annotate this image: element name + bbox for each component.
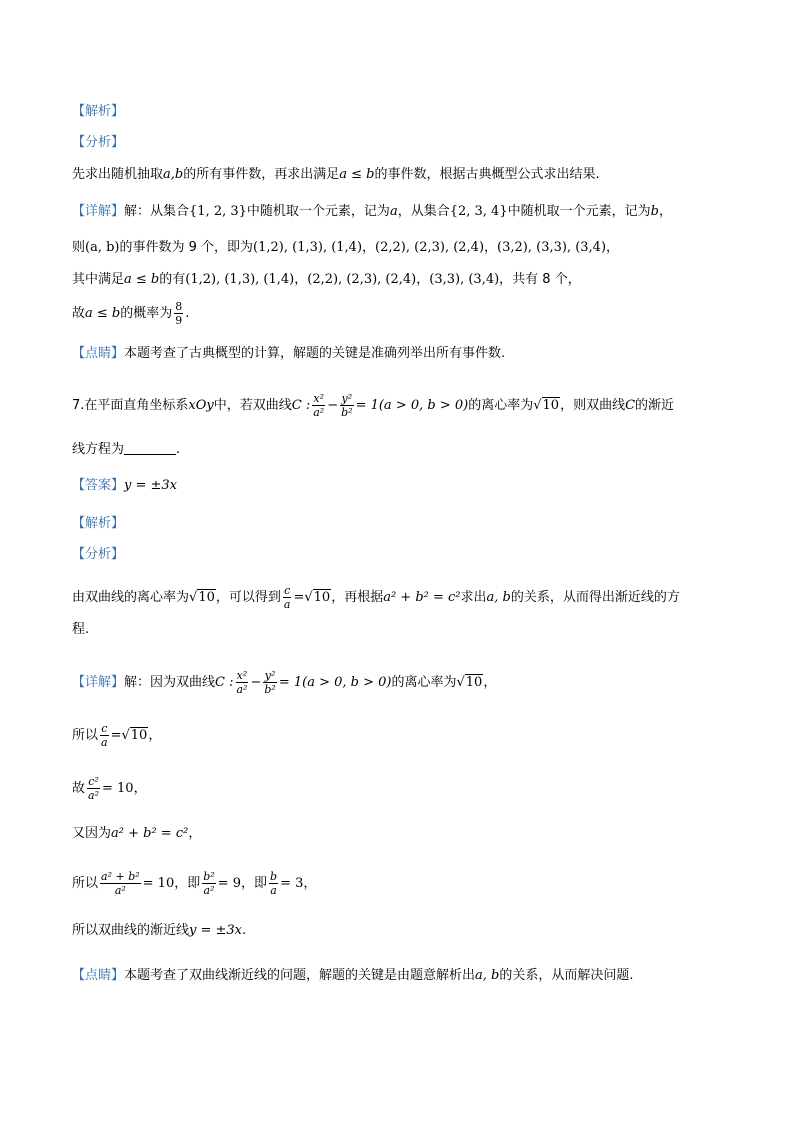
math: −	[327, 398, 339, 413]
numerator: c²	[88, 775, 99, 788]
text: 所以	[72, 728, 99, 743]
q6-dianjing-line	[72, 345, 505, 363]
q6-jiexi-tag: 【解析】	[72, 104, 125, 119]
numerator: 8	[175, 300, 183, 313]
text: ，	[416, 272, 430, 287]
text: ，共有 8 个，	[499, 272, 581, 287]
math: a, b	[486, 590, 511, 605]
fraction	[312, 392, 325, 419]
denominator: a²	[313, 406, 325, 419]
denominator: a	[101, 736, 108, 749]
text: 解：因为双曲线	[124, 675, 216, 690]
text: 的关系，从而解决问题.	[499, 968, 634, 983]
fraction	[174, 300, 183, 327]
text: 的离心率为	[468, 398, 534, 413]
math: a ≤ b	[339, 167, 375, 182]
math: =	[110, 728, 122, 743]
answer-blank	[124, 442, 176, 455]
text: .	[185, 306, 190, 321]
denominator: a	[283, 598, 291, 611]
text: 中，若双曲线	[213, 398, 292, 413]
math: a² + b² = c²	[111, 826, 189, 841]
radicand: 10	[542, 398, 560, 413]
math: (3,2), (3,3), (3,4)	[497, 240, 607, 255]
text: 的渐近	[635, 398, 675, 413]
math: (a, b)	[85, 240, 120, 255]
text: 的关系，从而得出渐近线的方	[510, 590, 680, 605]
math: a ≤ b	[85, 306, 121, 321]
q7-step-5	[72, 922, 246, 940]
math: (2,2), (2,3), (2,4)	[375, 240, 485, 255]
numerator: b²	[203, 870, 215, 883]
text: 故	[72, 781, 86, 796]
q6-detail-line-2	[72, 239, 619, 257]
q7-answer-line	[72, 477, 177, 495]
sqrt: √10	[121, 728, 148, 743]
xiangjie-tag: 【详解】	[72, 204, 125, 219]
text: ，	[606, 240, 620, 255]
math: = 10	[142, 876, 175, 891]
q7-analysis-line-1	[72, 584, 680, 611]
denominator: 9	[175, 314, 183, 327]
math: a, b	[475, 968, 500, 983]
math: = 10	[101, 781, 134, 796]
text: 求出	[460, 590, 487, 605]
q7-dianjing-line	[72, 967, 634, 985]
q7-analysis-line-2: 程.	[72, 622, 90, 637]
q6-fenxi-tag: 【分析】	[72, 135, 125, 150]
q6-detail-line-4	[72, 300, 189, 327]
q6-analysis-line	[72, 166, 600, 184]
denominator: a²	[88, 789, 99, 802]
text: .	[242, 923, 247, 938]
numerator: c	[284, 584, 291, 597]
math: (2,2), (2,3), (2,4)	[307, 272, 417, 287]
fraction	[263, 669, 276, 696]
text: ，可以得到	[215, 590, 281, 605]
text: ，再根据	[331, 590, 384, 605]
math: = 1(a > 0, b > 0)	[355, 398, 469, 413]
math: a² + b² = c²	[383, 590, 461, 605]
math: −	[250, 675, 262, 690]
math: {2, 3, 4}	[449, 204, 508, 219]
fraction	[202, 870, 215, 897]
radicand: 10	[198, 590, 215, 605]
sqrt: √10	[304, 590, 331, 605]
text: 线方程为	[72, 442, 125, 457]
math: y = ±3x	[189, 923, 243, 938]
text: 所以双曲线的渐近线	[72, 923, 190, 938]
text: ，	[484, 240, 498, 255]
text: ，	[658, 204, 672, 219]
text: 解：从集合	[124, 204, 190, 219]
q7-fenxi-tag: 【分析】	[72, 547, 125, 562]
fraction	[100, 722, 109, 749]
text: 其中满足	[72, 272, 125, 287]
q7-step-4	[72, 870, 316, 897]
text: 由双曲线的离心率为	[72, 590, 190, 605]
q7-stem-line-2	[72, 441, 180, 459]
numerator: x²	[313, 392, 325, 405]
sqrt: √10	[456, 675, 483, 690]
math: b	[650, 204, 659, 219]
text: 则	[72, 240, 86, 255]
numerator: b	[270, 870, 278, 883]
math: C :	[215, 675, 234, 690]
text: 本题考查了双曲线渐近线的问题，解题的关键是由题意解析出	[124, 968, 476, 983]
denominator: a	[270, 884, 277, 897]
q7-detail-line-1	[72, 669, 496, 696]
denominator: b²	[341, 406, 353, 419]
q7-stem-line-1	[72, 392, 674, 419]
radicand: 10	[465, 675, 483, 690]
math: xOy	[188, 398, 214, 413]
numerator: y²	[341, 392, 353, 405]
math: {1, 2, 3}	[189, 204, 247, 219]
fraction	[236, 669, 249, 696]
text: 的所有事件数，再求出满足	[183, 167, 340, 182]
text: 7.在平面直角坐标系	[72, 398, 189, 413]
sqrt: √10	[189, 590, 215, 605]
text: 的概率为	[120, 306, 173, 321]
math: =	[293, 590, 305, 605]
numerator: y²	[264, 669, 276, 682]
math: = 9	[217, 876, 241, 891]
q7-jiexi-tag: 【解析】	[72, 516, 125, 531]
q7-step-3	[72, 825, 201, 843]
math: (1,2), (1,3), (1,4)	[185, 272, 295, 287]
text: ，	[362, 240, 376, 255]
denominator: a²	[236, 683, 248, 696]
text: 的事件数为 9 个，即为	[119, 240, 254, 255]
xiangjie-tag: 【详解】	[72, 675, 125, 690]
answer-math: y = ±3x	[124, 478, 178, 493]
math: = 1(a > 0, b > 0)	[278, 675, 392, 690]
math: C :	[291, 398, 311, 413]
text: 先求出随机抽取	[72, 167, 164, 182]
radicand: 10	[313, 590, 331, 605]
text: .	[176, 442, 181, 457]
math: a ≤ b	[124, 272, 160, 287]
fraction	[340, 392, 353, 419]
q7-step-1	[72, 722, 161, 749]
text: 中随机取一个元素，记为	[246, 204, 390, 219]
math: a,b	[163, 167, 184, 182]
text: ，从集合	[397, 204, 450, 219]
numerator: c	[101, 722, 108, 735]
q6-detail-line-3	[72, 271, 581, 289]
sqrt: √10	[533, 398, 560, 413]
denominator: a²	[203, 884, 215, 897]
text: ，	[188, 826, 202, 841]
text: ，即	[241, 876, 268, 891]
text: 又因为	[72, 826, 112, 841]
text: 故	[72, 306, 86, 321]
denominator: b²	[264, 683, 276, 696]
fraction	[269, 870, 278, 897]
text: ，即	[174, 876, 201, 891]
q7-step-2	[72, 775, 147, 802]
text: ，	[133, 781, 147, 796]
radicand: 10	[130, 728, 148, 743]
math: = 3	[280, 876, 304, 891]
math: C	[625, 398, 636, 413]
numerator: a² + b²	[101, 870, 140, 883]
text: ，	[294, 272, 308, 287]
denominator: a²	[114, 884, 126, 897]
text: 的有	[159, 272, 186, 287]
text: ，	[303, 876, 317, 891]
text: 的离心率为	[391, 675, 457, 690]
q6-detail-line-1	[72, 203, 672, 221]
numerator: x²	[236, 669, 248, 682]
text: ，	[148, 728, 162, 743]
text: ，则双曲线	[560, 398, 626, 413]
math: (1,2), (1,3), (1,4)	[253, 240, 363, 255]
dianjing-tag: 【点睛】	[72, 346, 125, 361]
dianjing-tag: 【点睛】	[72, 968, 125, 983]
text: ，	[483, 675, 497, 690]
math: (3,3), (3,4)	[429, 272, 500, 287]
fraction	[100, 870, 141, 897]
text: 中随机取一个元素，记为	[507, 204, 651, 219]
daan-tag: 【答案】	[72, 478, 125, 493]
fraction	[283, 584, 292, 611]
text: 的事件数，根据古典概型公式求出结果.	[374, 167, 600, 182]
text: 所以	[72, 876, 99, 891]
fraction	[87, 775, 100, 802]
math: a	[389, 204, 398, 219]
text: 本题考查了古典概型的计算，解题的关键是准确列举出所有事件数.	[124, 346, 506, 361]
